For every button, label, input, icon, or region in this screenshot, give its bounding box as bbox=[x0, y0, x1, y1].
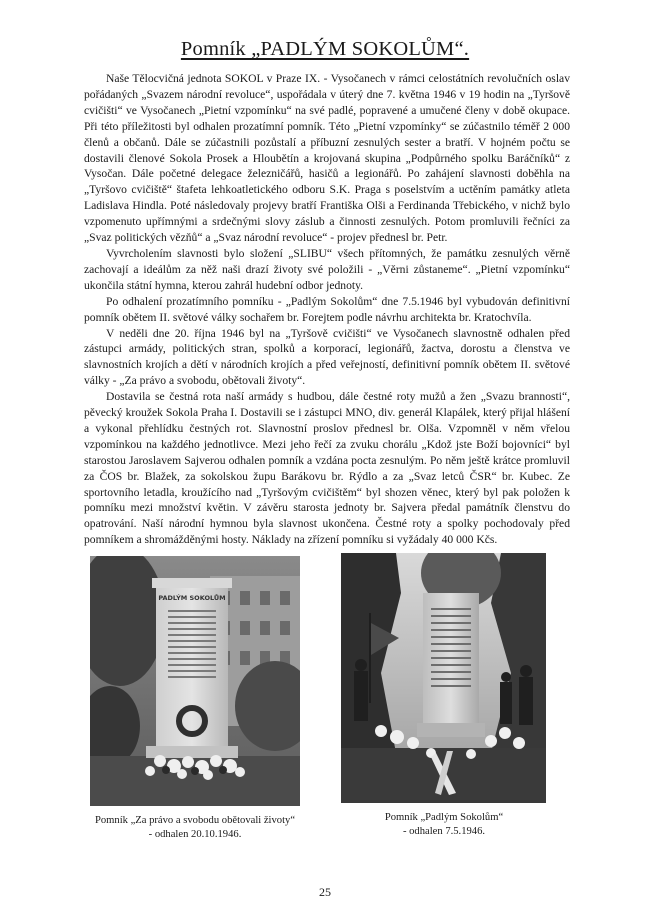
caption-line: - odhalen 7.5.1946. bbox=[402, 826, 486, 837]
monument-illustration-right bbox=[341, 553, 546, 803]
paragraph: Naše Tělocvičná jednota SOKOL v Praze IX. - Vysočanech v rámci celostátních revolučních oslav pořádaných „Svazem národní revoluce“, uspořádala v úterý dne 7. května 1946 v 19 hodin na „Tyršově cvičišti“ ve Vysočanech „Pietní vzpomínku“ na své padlé, popravené a umučené členy v době okupace. Při této příležitosti byl odhalen prozatímní pomník. Této „Pietní vzpomínky“ se zúčastnilo téměř 2 000 členů a občanů. Dále se zúčastnili pozůstalí a příbuzní zesnulých sester a bratří. V hojném počtu se dostavili členové Sokola Prosek a Hloubětín a krojovaná skupina „Podpůrného spolku Baráčníků“ z Vysočan. Dále početné delegace železničářů, hasičů a legionářů. Po zahájení slavnosti doběhla na „Tyršovo cvičiště“ štafeta lehkoatletického odboru S.K. Praga s poselstvím a uctěním památky atleta Ladislava Hindla. Poté následovaly projevy bratří Františka Olši a Ferdinanda Třebického, v nichž bylo vzpomenuto upřímnými a srdečnými slovy záslub a činnosti zesnulých. Potom promluvili řečníci za „Svaz politických vězňů“ a „Svaz národní revoluce“ - projev přednesl br. Petr. bbox=[84, 72, 570, 245]
article-body bbox=[84, 71, 570, 548]
page-title: Pomník „PADLÝM SOKOLŮM“. bbox=[180, 38, 470, 60]
monument-illustration-left bbox=[90, 556, 300, 806]
caption-line: Pomník „Za právo a svobodu obětovali životy“ bbox=[94, 815, 296, 826]
monument-photo-left bbox=[90, 556, 300, 806]
photo-caption-right bbox=[330, 811, 558, 839]
photo-caption-left bbox=[84, 814, 306, 842]
paragraph: Po odhalení prozatímního pomníku - „Padlým Sokolům“ dne 7.5.1946 byl vybudován definitivní pomník obětem II. světové války sochařem br. Forejtem podle návrhu architekta br. Kratochvíla. bbox=[84, 294, 570, 324]
page-number: 25 bbox=[319, 885, 331, 899]
paragraph: Dostavila se čestná rota naší armády s hudbou, dále čestné roty mužů a žen „Svazu brannosti“, pěvecký kroužek Sokola Praha I. Dostavili se i zástupci MNO, div. generál Klapálek, který přijal hlášení a vykonal přehlídku čestných rot. Slavnostní proslov přednesl br. Olša. Vzpomněl v něm vřelou vzpomínkou na každého jednotlivce. Mezi jeho řečí za zvuku chorálu „Kdož jste Boží bojovníci“ byl starostou Jaroslavem Sajverou odhalen pomník a vzdána pocta zesnulým. Po něm ještě krátce promluvil za ČOS br. Blažek, za sokolskou župu Barákovu br. Rýdlo a za „Svaz letců ČSR“ br. Kubec. Ze sportovního letadla, kroužícího nad „Tyršovým cvičištěm“ byl shozen věnec, který byl pak položen k pomníku mezi množství květin. V závěru starosta jednoty br. Sajvera předal památník členstvu do opatrování. Naší národní hymnou byla slavnost ukončena. Čestné roty a spolky pochodovaly před pomníkem a shromážděnými hosty. Náklady na zřízení pomníku si vyžádaly 40 000 Kčs. bbox=[84, 390, 570, 547]
caption-line: - odhalen 20.10.1946. bbox=[148, 829, 242, 840]
paragraph: Vyvrcholením slavnosti bylo složení „SLIBU“ všech přítomných, že památku zesnulých věrně zachovají a ideálům za něž naši drazí životy své položili - „Věrni zůstaneme“. „Pietní vzpomínku“ ukončila státní hymna, kterou zahrál hudební odbor jednoty. bbox=[84, 246, 570, 292]
paragraph: V neděli dne 20. října 1946 byl na „Tyršově cvičišti“ ve Vysočanech slavnostně odhalen před zástupci armády, politických stran, spolků a korporací, legionářů, žactva, dorostu a členstva ve slavnostních krojích a dětí v národních krojích a před veřejností, definitivní pomník obětem II. světové války - „Za právo a svobodu, obětovali životy“. bbox=[84, 326, 570, 388]
monument-photo-right bbox=[341, 553, 546, 803]
monument-lettering: PADLÝM SOKOLŮM bbox=[158, 594, 226, 602]
caption-line: Pomník „Padlým Sokolům“ bbox=[384, 812, 504, 823]
